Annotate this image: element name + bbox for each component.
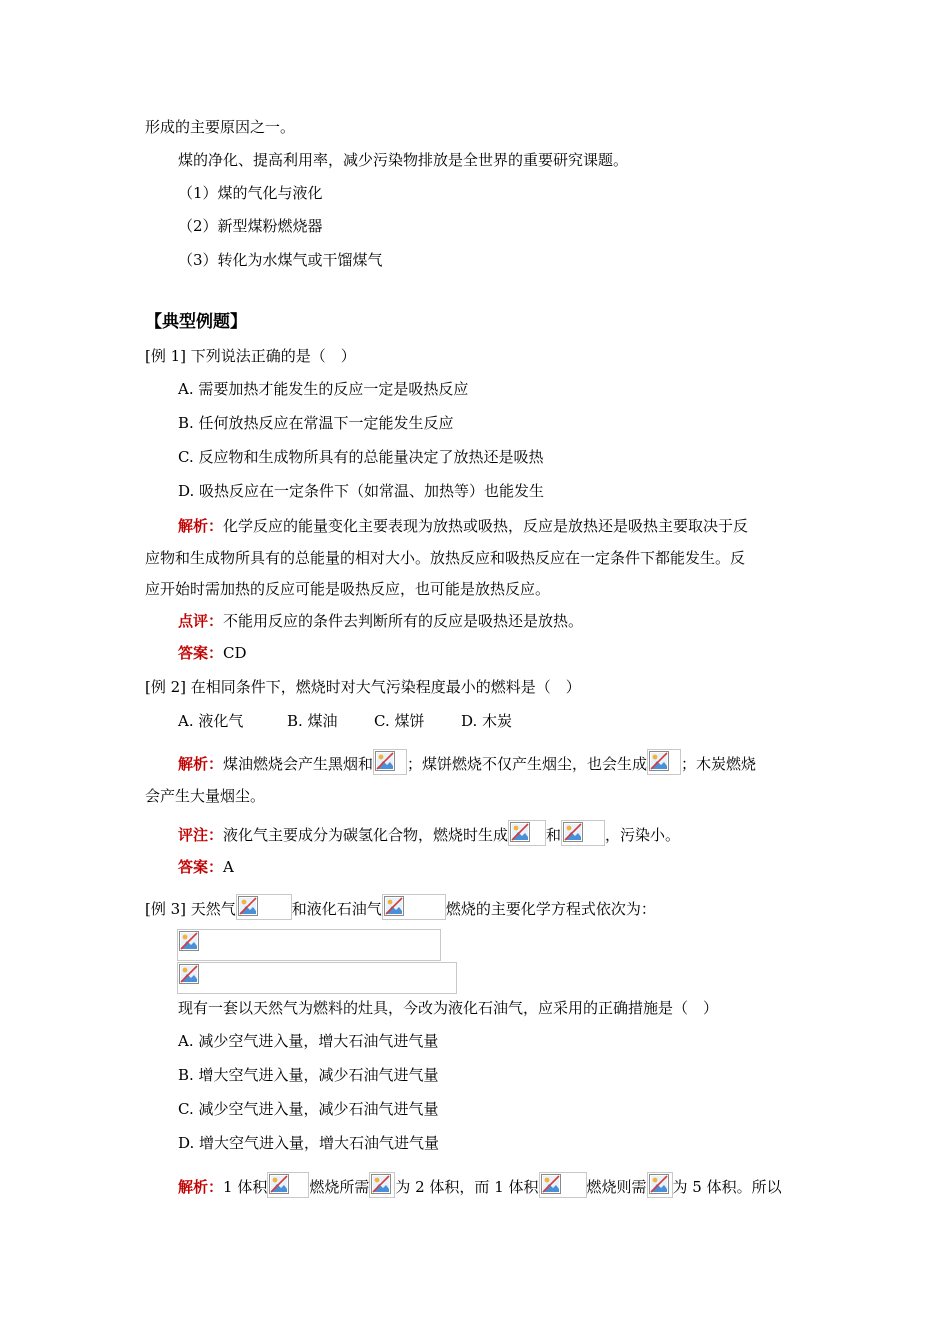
broken-image-icon bbox=[561, 820, 605, 846]
broken-image-icon bbox=[647, 749, 681, 775]
ex1-option-b: B. 任何放热反应在常温下一定能发生反应 bbox=[178, 414, 454, 432]
broken-image-icon bbox=[179, 964, 199, 984]
broken-image-icon bbox=[508, 820, 546, 846]
intro-line-1: 形成的主要原因之一。 bbox=[145, 118, 296, 136]
ex1-analysis-line-2: 应物和生成物所具有的总能量的相对大小。放热反应和吸热反应在一定条件下都能发生。反 bbox=[145, 549, 746, 567]
ex1-option-c: C. 反应物和生成物所具有的总能量决定了放热还是吸热 bbox=[178, 448, 544, 466]
ex1-analysis-line-1: 解析：化学反应的能量变化主要表现为放热或吸热，反应是放热还是吸热主要取决于反 bbox=[178, 517, 749, 535]
ex3-option-a: A. 减少空气进入量，增大石油气进气量 bbox=[178, 1032, 439, 1050]
broken-image-icon bbox=[267, 1172, 309, 1198]
ex1-answer: 答案：CD bbox=[178, 644, 247, 662]
ex2-comment: 评注：液化气主要成分为碳氢化合物，燃烧时生成 和 ，污染小。 bbox=[178, 820, 680, 846]
ex3-prompt: 现有一套以天然气为燃料的灶具，今改为液化石油气，应采用的正确措施是（ ） bbox=[178, 999, 719, 1017]
broken-image-icon bbox=[236, 894, 292, 920]
section-title: 【典型例题】 bbox=[145, 312, 247, 332]
intro-item-2: （2）新型煤粉燃烧器 bbox=[178, 217, 323, 235]
ex3-option-c: C. 减少空气进入量，减少石油气进气量 bbox=[178, 1100, 439, 1118]
broken-image-icon bbox=[373, 749, 407, 775]
ex1-comment: 点评：不能用反应的条件去判断所有的反应是吸热还是放热。 bbox=[178, 612, 584, 630]
ex3-analysis-line-1: 解析：1 体积 燃烧所需 为 2 体积，而 1 体积 燃烧则需 为 5 体积。所以 bbox=[178, 1172, 782, 1198]
ex2-option-d: D. 木炭 bbox=[461, 712, 513, 730]
ex1-question: [例 1] 下列说法正确的是（ ） bbox=[145, 347, 356, 365]
ex1-analysis-line-3: 应开始时需加热的反应可能是吸热反应，也可能是放热反应。 bbox=[145, 580, 551, 598]
broken-image-icon bbox=[647, 1172, 673, 1198]
ex2-option-b: B. 煤油 bbox=[287, 712, 338, 730]
ex1-option-a: A. 需要加热才能发生的反应一定是吸热反应 bbox=[178, 380, 469, 398]
ex1-answer-label: 答案： bbox=[178, 644, 224, 662]
ex2-answer-label: 答案： bbox=[178, 858, 224, 876]
ex3-option-d: D. 增大空气进入量，增大石油气进气量 bbox=[178, 1134, 440, 1152]
broken-image-icon bbox=[382, 894, 446, 920]
intro-item-1: （1）煤的气化与液化 bbox=[178, 184, 323, 202]
ex3-analysis-label: 解析： bbox=[178, 1178, 224, 1196]
broken-image-icon bbox=[179, 931, 199, 951]
intro-line-2: 煤的净化、提高利用率，减少污染物排放是全世界的重要研究课题。 bbox=[178, 151, 629, 169]
ex2-analysis-label: 解析： bbox=[178, 755, 224, 773]
ex2-option-c: C. 煤饼 bbox=[374, 712, 425, 730]
ex2-question: [例 2] 在相同条件下，燃烧时对大气污染程度最小的燃料是（ ） bbox=[145, 678, 581, 696]
ex1-analysis-label: 解析： bbox=[178, 517, 224, 535]
ex2-option-a: A. 液化气 bbox=[178, 712, 244, 730]
ex2-answer: 答案：A bbox=[178, 858, 234, 876]
equation-image-1 bbox=[177, 929, 441, 961]
ex1-option-d: D. 吸热反应在一定条件下（如常温、加热等）也能发生 bbox=[178, 482, 545, 500]
equation-image-2 bbox=[177, 962, 457, 994]
ex1-comment-label: 点评： bbox=[178, 612, 224, 630]
ex3-option-b: B. 增大空气进入量，减少石油气进气量 bbox=[178, 1066, 439, 1084]
ex3-question: [例 3] 天然气 和液化石油气 燃烧的主要化学方程式依次为： bbox=[145, 894, 656, 920]
ex2-comment-label: 评注： bbox=[178, 826, 224, 844]
broken-image-icon bbox=[369, 1172, 395, 1198]
broken-image-icon bbox=[539, 1172, 587, 1198]
ex2-analysis-line-2: 会产生大量烟尘。 bbox=[145, 787, 266, 805]
intro-item-3: （3）转化为水煤气或干馏煤气 bbox=[178, 251, 383, 269]
ex2-analysis-line-1: 解析：煤油燃烧会产生黑烟和 ；煤饼燃烧不仅产生烟尘，也会生成 ；木炭燃烧 bbox=[178, 749, 756, 775]
